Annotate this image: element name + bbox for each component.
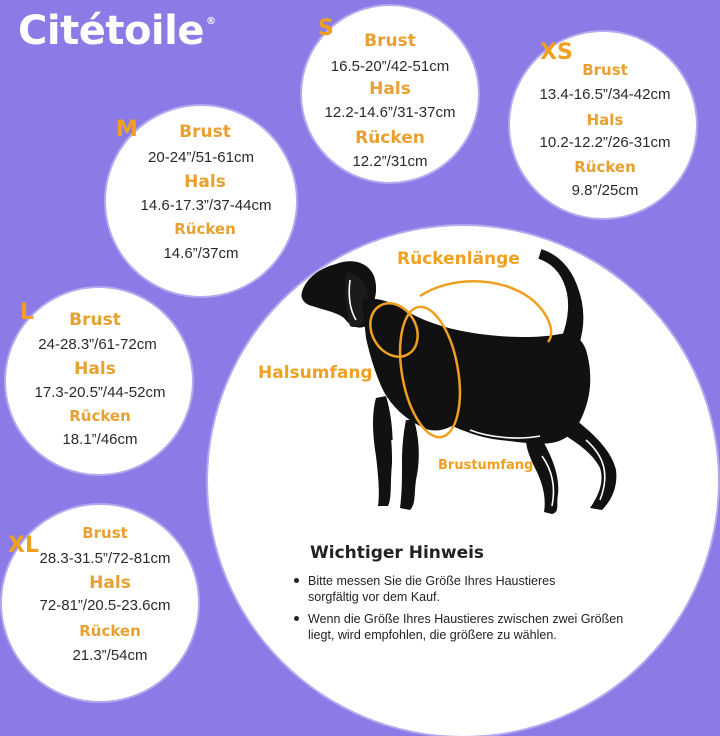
neck-label-xs: Hals — [586, 111, 624, 129]
back-label-s: Rücken — [355, 128, 425, 148]
neck-value-l: 17.3-20.5”/44-52cm — [34, 384, 166, 401]
back-value-l: 18.1”/46cm — [62, 431, 138, 448]
back-value-m: 14.6”/37cm — [163, 245, 239, 262]
chest-value-s: 16.5-20”/42-51cm — [330, 58, 450, 75]
chest-label-xl: Brust — [82, 524, 128, 542]
neck-label-xl: Hals — [89, 573, 131, 593]
neck-value-m: 14.6-17.3”/37-44cm — [140, 197, 272, 214]
size-tag-xl: XL — [8, 533, 39, 558]
neck-label-m: Hals — [184, 172, 226, 192]
notice-item — [308, 573, 598, 605]
registered-mark: ® — [205, 16, 216, 27]
back-label-xl: Rücken — [79, 622, 141, 640]
back-value-xl: 21.3”/54cm — [72, 647, 148, 664]
neck-value-xl: 72-81”/20.5-23.6cm — [39, 597, 171, 614]
neck-value-xs: 10.2-12.2”/26-31cm — [539, 134, 671, 151]
chest-value-xs: 13.4-16.5”/34-42cm — [539, 86, 671, 103]
notice-item-text: Bitte messen Sie die Größe Ihres Haustieres sorgfältig vor dem Kauf. — [308, 574, 556, 604]
chest-value-xl: 28.3-31.5”/72-81cm — [39, 550, 171, 567]
chest-girth-label: Brustumfang — [438, 458, 534, 473]
bullet-dot — [294, 616, 299, 621]
neck-girth-label: Halsumfang — [258, 363, 373, 383]
notice-title: Wichtiger Hinweis — [310, 543, 485, 563]
chest-value-l: 24-28.3”/61-72cm — [38, 336, 157, 353]
chest-value-m: 20-24”/51-61cm — [148, 149, 254, 166]
back-value-xs: 9.8”/25cm — [571, 182, 639, 199]
notice-item — [308, 611, 648, 643]
size-tag-m: M — [116, 117, 138, 142]
brand-name: Citétoile — [18, 8, 204, 54]
chest-label-s: Brust — [364, 31, 416, 51]
bullet-dot — [294, 578, 299, 583]
chest-label-m: Brust — [179, 122, 231, 142]
chest-label-l: Brust — [69, 310, 121, 330]
size-tag-s: S — [318, 16, 334, 41]
neck-label-s: Hals — [369, 79, 411, 99]
neck-value-s: 12.2-14.6”/31-37cm — [324, 104, 456, 121]
chest-label-xs: Brust — [582, 61, 628, 79]
size-tag-xs: XS — [540, 40, 573, 65]
back-label-m: Rücken — [174, 220, 236, 238]
notice-item-text: Wenn die Größe Ihres Haustieres zwischen zwei Größen liegt, wird empfohlen, die größere zu wählen. — [308, 612, 624, 642]
back-value-s: 12.2”/31cm — [352, 153, 428, 170]
back-label-xs: Rücken — [574, 158, 636, 176]
neck-label-l: Hals — [74, 359, 116, 379]
back-label-l: Rücken — [69, 407, 131, 425]
size-tag-l: L — [20, 300, 35, 325]
back-length-label: Rückenlänge — [397, 249, 520, 269]
